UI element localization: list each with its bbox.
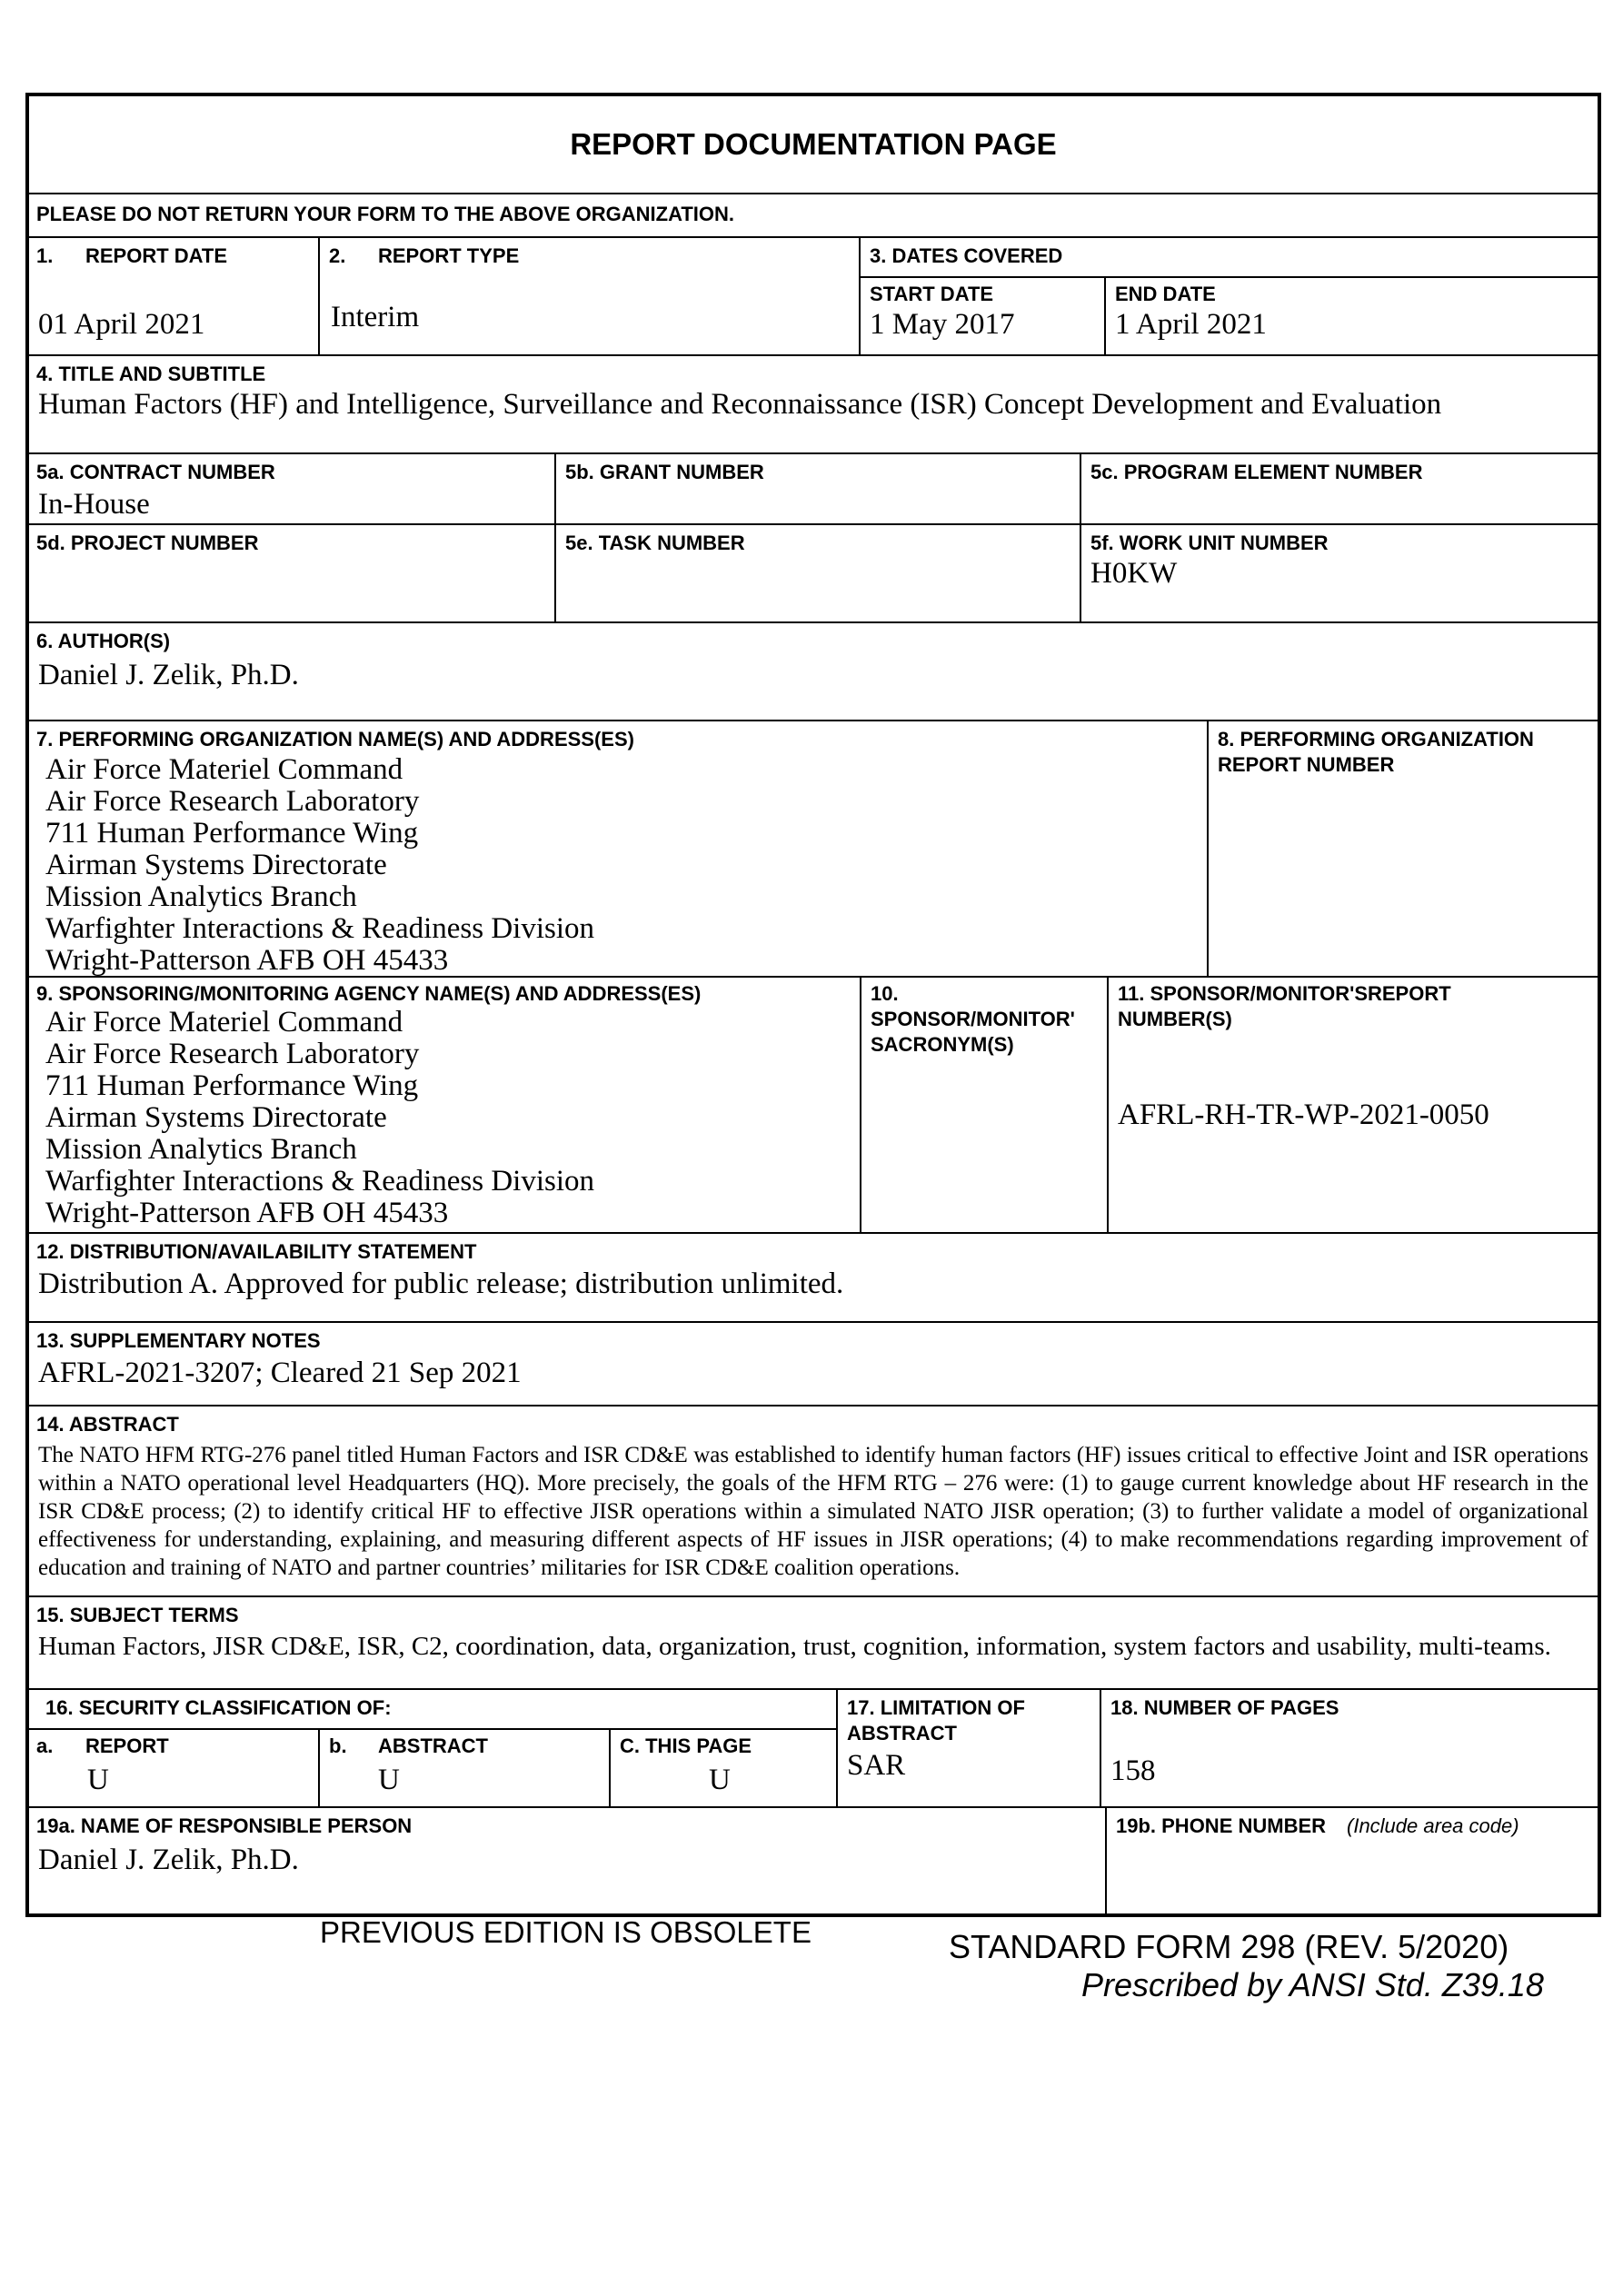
abstract-value[interactable]: The NATO HFM RTG-276 panel titled Human Factors and ISR CD&E was established to identify human factors (HF) issues critical to effective Joint and ISR operations within a NATO operational level Headquarters (HQ). More precisely, the goals of the HFM RTG – 276 were: (1) to gauge current knowledge about HF research in the ISR CD&E process; (2) to identify critical HF to effective JISR operations within a simulated NATO JISR operation; (3) to further validate a model of organizational effectiveness for understanding, explaining, and measuring different aspects of HF issues in JISR operations; (4) to make recommendations regarding improvement of education and training of NATO and partner countries’ militaries for ISR CD&E coalition operations. (38, 1443, 1588, 1580)
classification-this-page-value[interactable]: U (709, 1764, 731, 1796)
report-type-value[interactable]: Interim (331, 301, 420, 333)
row-authors: 6. AUTHOR(S) Daniel J. Zelik, Ph.D. (29, 623, 1598, 721)
field-contract-number: 5a. CONTRACT NUMBER In-House (36, 461, 275, 521)
performing-org-address-lines[interactable]: Air Force Materiel Command Air Force Research Laboratory 711 Human Performance Wing Airman Systems Directorate Mission Analytics Branch Warfighter Interactions & Readiness Division Wright-Patterson AFB OH 45433 (45, 753, 595, 977)
row-performing-org (29, 721, 1598, 978)
title-subtitle-value[interactable]: Human Factors (HF) and Intelligence, Surveillance and Reconnaissance (ISR) Concept Development and Evaluation (38, 388, 1442, 421)
field-sponsor-acronym: 10. SPONSOR/MONITOR' SACRONYM(S) (860, 978, 1107, 1232)
title-row (29, 96, 1598, 194)
row-report-date-type-dates (29, 238, 1598, 356)
field-program-element-number: 5c. PROGRAM ELEMENT NUMBER (1080, 454, 1598, 523)
standard-form-label: STANDARD FORM 298 (REV. 5/2020) (949, 1928, 1509, 1965)
row-supplementary-notes: 13. SUPPLEMENTARY NOTES AFRL-2021-3207; Cleared 21 Sep 2021 (29, 1323, 1598, 1406)
sponsor-report-number-value[interactable]: AFRL-RH-TR-WP-2021-0050 (1118, 1098, 1489, 1131)
end-date-value[interactable]: 1 April 2021 (1115, 308, 1267, 341)
notice-row (29, 194, 1598, 238)
field-dates-covered: 3. DATES COVERED START DATE 1 May 2017 END DATE 1 April 2021 (859, 238, 1598, 354)
contract-number-value[interactable]: In-House (38, 488, 150, 521)
row-security-classification (29, 1690, 1598, 1808)
work-unit-value[interactable]: H0KW (1090, 557, 1178, 590)
classification-report-cell: a. REPORT U (36, 1734, 169, 1796)
row-distribution: 12. DISTRIBUTION/AVAILABILITY STATEMENT Distribution A. Approved for public release; distribution unlimited. (29, 1234, 1598, 1323)
field-task-number: 5e. TASK NUMBER (554, 525, 1080, 621)
field-report-date: 1. REPORT DATE 01 April 2021 (36, 244, 228, 341)
supplementary-notes-value[interactable]: AFRL-2021-3207; Cleared 21 Sep 2021 (38, 1357, 522, 1389)
field-grant-number: 5b. GRANT NUMBER (554, 454, 1080, 523)
page-title: REPORT DOCUMENTATION PAGE (570, 127, 1057, 161)
subject-terms-value[interactable]: Human Factors, JISR CD&E, ISR, C2, coordination, data, organization, trust, cognition, information, system factors and usability, multi-teams. (38, 1632, 1551, 1661)
field-number-of-pages: 18. NUMBER OF PAGES 158 (1100, 1690, 1598, 1806)
row-responsible-person (29, 1808, 1598, 1917)
limitation-value[interactable]: SAR (847, 1749, 906, 1782)
previous-edition-note: PREVIOUS EDITION IS OBSOLETE (320, 1915, 812, 1949)
classification-report-value[interactable]: U (87, 1764, 109, 1796)
report-documentation-form (25, 93, 1601, 1917)
classification-abstract-cell: b. ABSTRACT U (318, 1728, 611, 1806)
field-work-unit-number: 5f. WORK UNIT NUMBER H0KW (1080, 525, 1598, 621)
prescribed-by-label: Prescribed by ANSI Std. Z39.18 (1081, 1966, 1544, 2003)
start-date-cell: START DATE 1 May 2017 (870, 283, 1015, 341)
field-limitation-of-abstract: 17. LIMITATION OF ABSTRACT SAR (836, 1690, 1100, 1806)
classification-this-page-cell: C. THIS PAGE U (609, 1728, 836, 1806)
field-report-type: 2. REPORT TYPE Interim (318, 238, 859, 354)
report-date-value[interactable]: 01 April 2021 (38, 308, 205, 341)
field-security-classification: 16. SECURITY CLASSIFICATION OF: a. REPORT U b. ABSTRACT U C. THIS PAGE U (29, 1690, 836, 1806)
notice-text: PLEASE DO NOT RETURN YOUR FORM TO THE ABOVE ORGANIZATION. (36, 203, 734, 225)
start-date-value[interactable]: 1 May 2017 (870, 308, 1015, 341)
row-5d-5f (29, 525, 1598, 623)
field-responsible-person: 19a. NAME OF RESPONSIBLE PERSON Daniel J. Zelik, Ph.D. (36, 1814, 413, 1876)
row-title-subtitle: 4. TITLE AND SUBTITLE Human Factors (HF) and Intelligence, Surveillance and Reconnaissance (ISR) Concept Development and Evaluation (29, 356, 1598, 454)
field-sponsoring-agency-address: 9. SPONSORING/MONITORING AGENCY NAME(S) AND ADDRESS(ES) Air Force Materiel Command Air Force Research Laboratory 711 Human Performance Wing Airman Systems Directorate Mission Analytics Branch Warfighter Interactions & Readiness Division Wright-Patterson AFB OH 45433 (36, 982, 702, 1229)
field-phone-number: 19b. PHONE NUMBER (Include area code) (1105, 1808, 1598, 1917)
end-date-cell: END DATE 1 April 2021 (1104, 276, 1598, 354)
row-subject-terms: 15. SUBJECT TERMS Human Factors, JISR CD&E, ISR, C2, coordination, data, organization, trust, cognition, information, system factors and usability, multi-teams. (29, 1597, 1598, 1690)
row-abstract: 14. ABSTRACT The NATO HFM RTG-276 panel titled Human Factors and ISR CD&E was established to identify human factors (HF) issues critical to effective Joint and ISR operations within a NATO operational level Headquarters (HQ). More precisely, the goals of the HFM RTG – 276 were: (1) to gauge current knowledge about HF research in the ISR CD&E process; (2) to identify critical HF to effective JISR operations within a simulated NATO JISR operation; (3) to further validate a model of organizational effectiveness for understanding, explaining, and measuring different aspects of HF issues in JISR operations; (4) to make recommendations regarding improvement of education and training of NATO and partner countries’ militaries for ISR CD&E coalition operations. (29, 1406, 1598, 1597)
row-5a-5c (29, 454, 1598, 525)
field-performing-org-report-number: 8. PERFORMING ORGANIZATION REPORT NUMBER (1207, 721, 1598, 976)
sponsoring-agency-address-lines[interactable]: Air Force Materiel Command Air Force Research Laboratory 711 Human Performance Wing Airman Systems Directorate Mission Analytics Branch Warfighter Interactions & Readiness Division Wright-Patterson AFB OH 45433 (45, 1006, 595, 1229)
field-performing-org-address: 7. PERFORMING ORGANIZATION NAME(S) AND ADDRESS(ES) Air Force Materiel Command Air Force Research Laboratory 711 Human Performance Wing Airman Systems Directorate Mission Analytics Branch Warfighter Interactions & Readiness Division Wright-Patterson AFB OH 45433 (36, 728, 634, 977)
responsible-person-value[interactable]: Daniel J. Zelik, Ph.D. (38, 1844, 299, 1876)
field-project-number: 5d. PROJECT NUMBER (36, 532, 259, 554)
number-of-pages-value[interactable]: 158 (1110, 1754, 1156, 1787)
classification-abstract-value[interactable]: U (378, 1764, 400, 1796)
field-sponsor-report-number: 11. SPONSOR/MONITOR'SREPORT NUMBER(S) AFRL-RH-TR-WP-2021-0050 (1107, 978, 1598, 1232)
distribution-value[interactable]: Distribution A. Approved for public release; distribution unlimited. (38, 1267, 844, 1300)
row-sponsoring-agency (29, 978, 1598, 1234)
authors-value[interactable]: Daniel J. Zelik, Ph.D. (38, 659, 299, 691)
